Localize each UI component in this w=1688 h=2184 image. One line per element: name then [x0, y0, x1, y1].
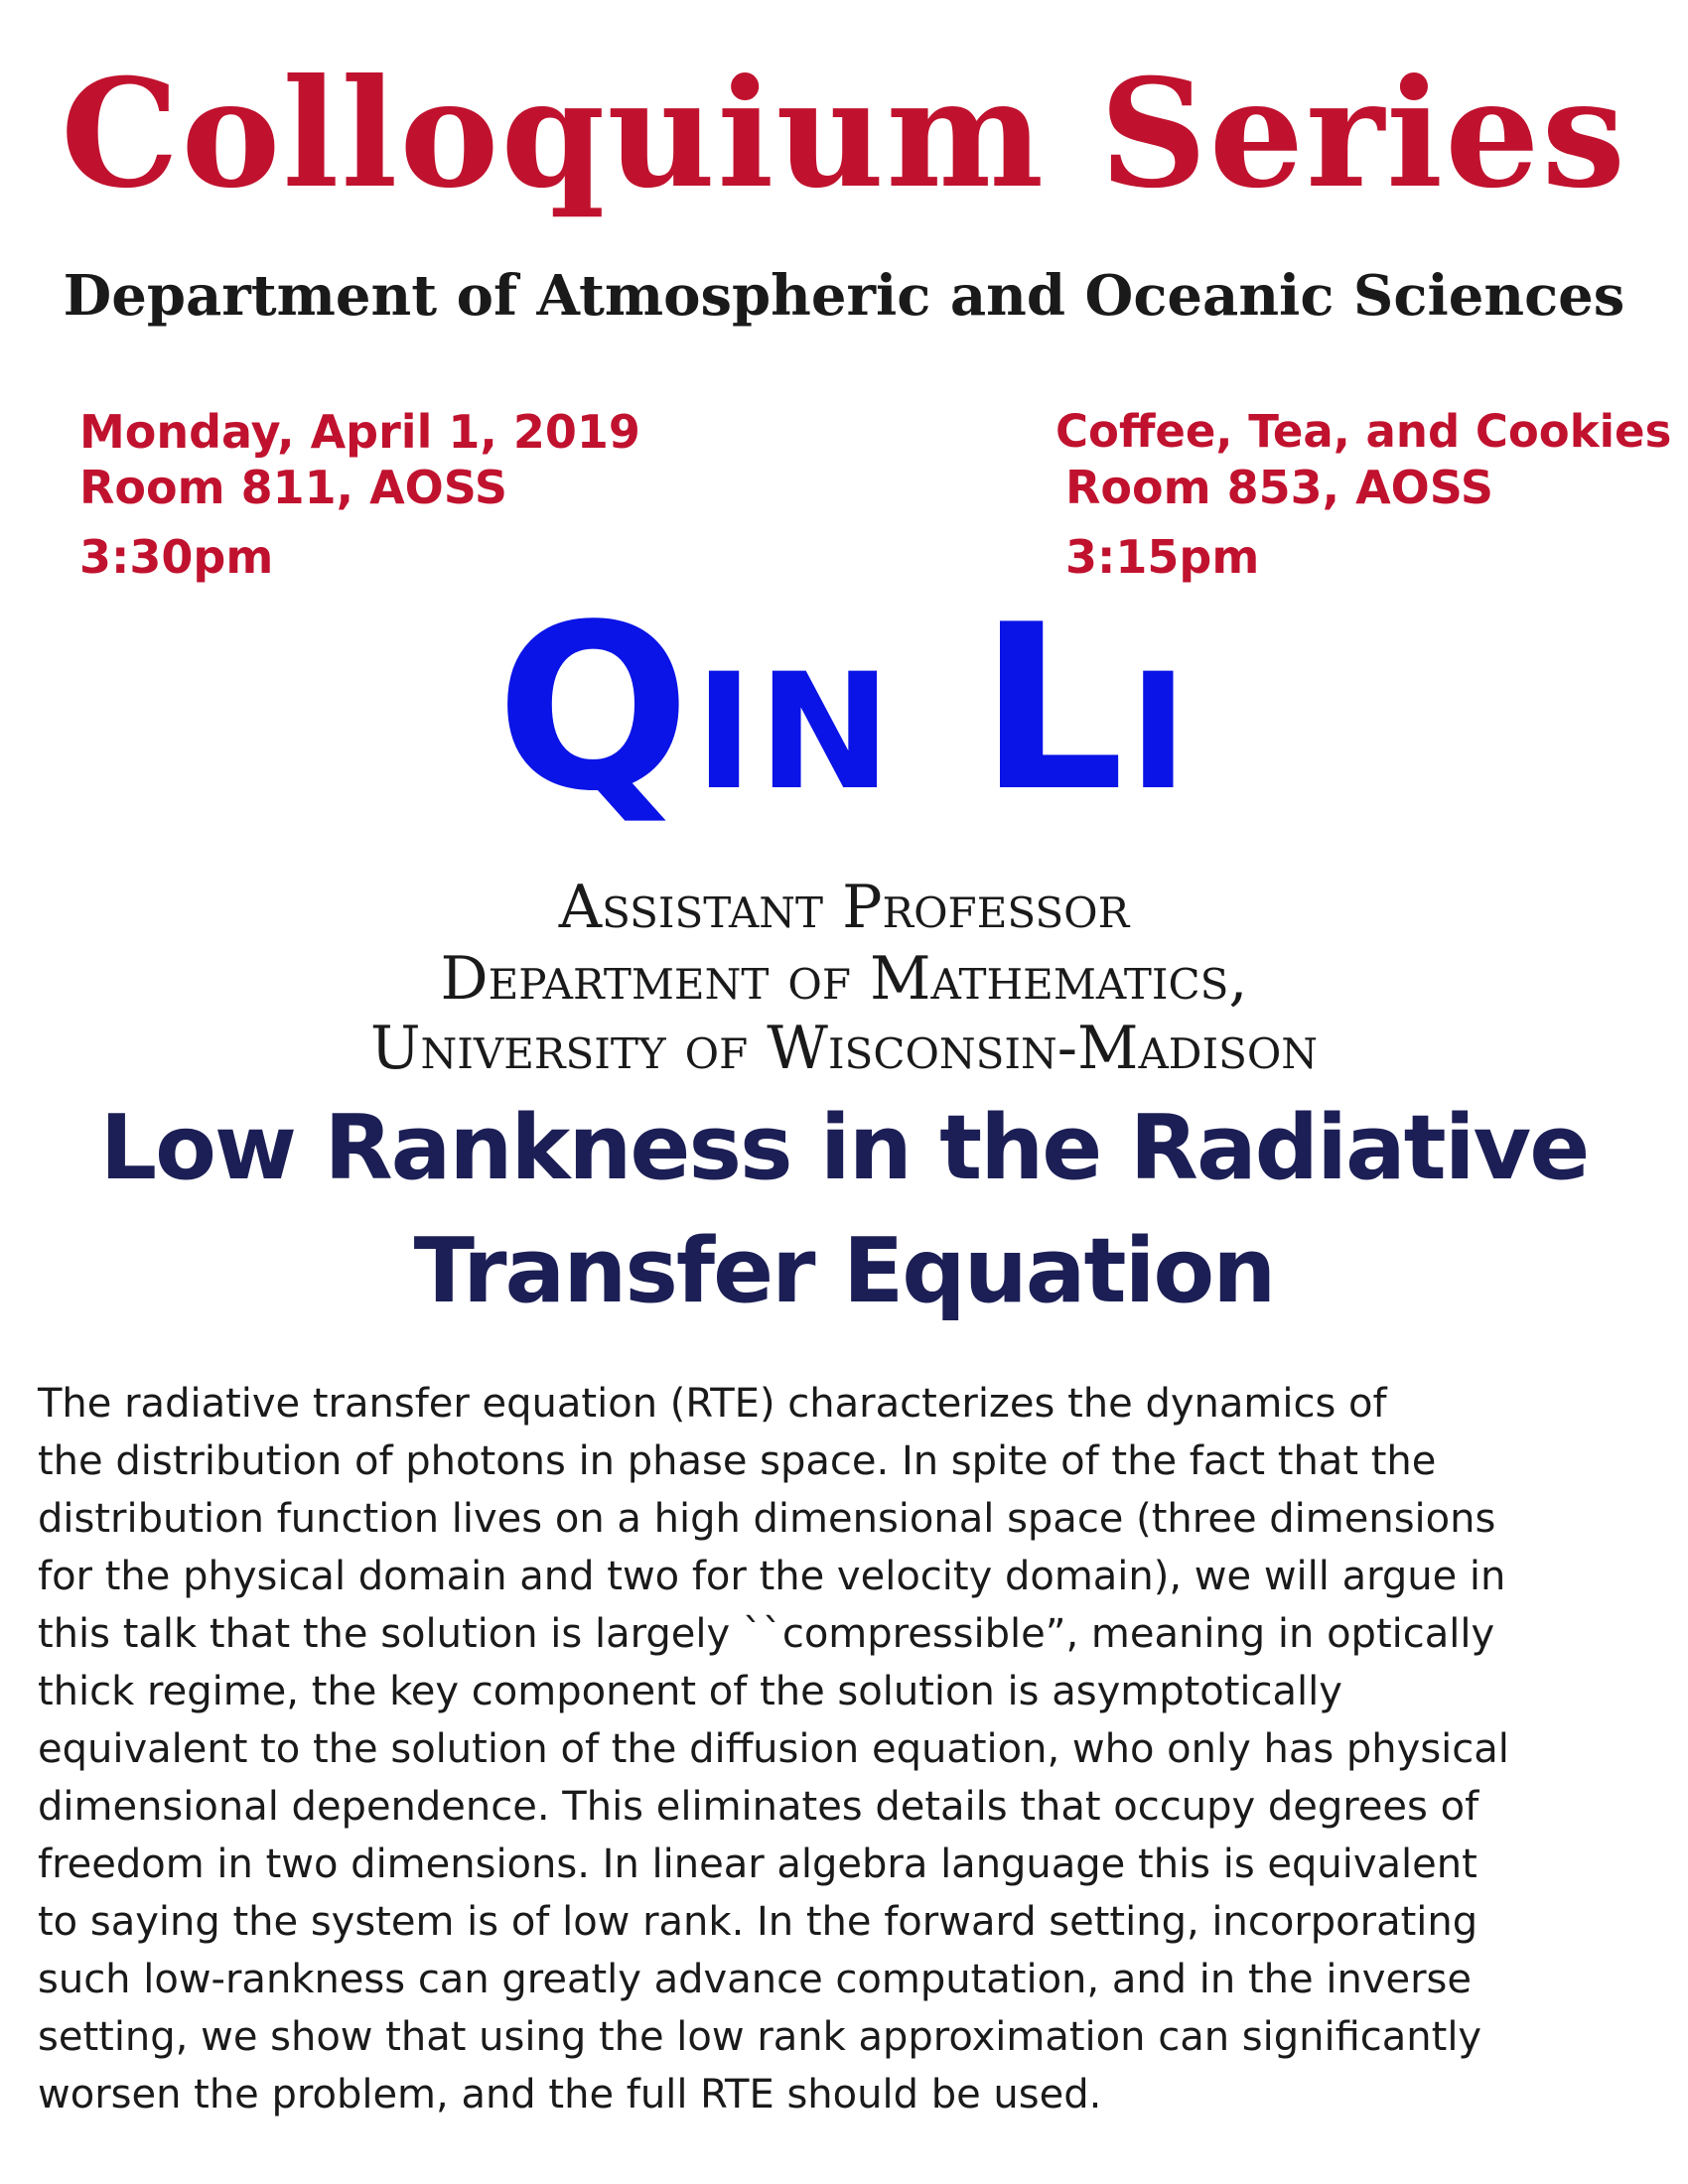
- talk-title-line-1: Low Rankness in the Radiative: [99, 1096, 1589, 1200]
- abstract-line: equivalent to the solution of the diffusion equation, who only has physical: [38, 1726, 1509, 1772]
- abstract-line: such low-rankness can greatly advance computation, and in the inverse: [38, 1957, 1472, 2002]
- host-department: Department of Atmospheric and Oceanic Sciences: [63, 263, 1625, 329]
- reception-time: 3:15pm: [1065, 530, 1260, 584]
- reception-title: Coffee, Tea, and Cookies: [1055, 405, 1672, 458]
- speaker-name: Qin Li: [495, 577, 1193, 842]
- abstract-line: The radiative transfer equation (RTE) characterizes the dynamics of: [38, 1381, 1387, 1427]
- abstract-line: thick regime, the key component of the solution is asymptotically: [38, 1669, 1342, 1714]
- abstract-line: freedom in two dimensions. In linear algebra language this is equivalent: [38, 1842, 1477, 1887]
- talk-title-line-2: Transfer Equation: [413, 1219, 1275, 1323]
- speaker-university: University of Wisconsin-Madison: [369, 1014, 1319, 1083]
- abstract-line: for the physical domain and two for the velocity domain), we will argue in: [38, 1554, 1506, 1599]
- event-room: Room 811, AOSS: [79, 461, 507, 514]
- speaker-position: Assistant Professor: [558, 873, 1130, 942]
- event-date: Monday, April 1, 2019: [79, 405, 640, 459]
- reception-room: Room 853, AOSS: [1065, 461, 1493, 514]
- abstract-line: dimensional dependence. This eliminates details that occupy degrees of: [38, 1784, 1479, 1830]
- abstract-line: this talk that the solution is largely ``compressible”, meaning in optically: [38, 1611, 1495, 1657]
- abstract-line: to saying the system is of low rank. In the forward setting, incorporating: [38, 1899, 1478, 1945]
- speaker-department: Department of Mathematics,: [440, 944, 1248, 1014]
- event-time: 3:30pm: [79, 530, 274, 584]
- abstract: [38, 1375, 1666, 2123]
- abstract-line: the distribution of photons in phase space. In spite of the fact that the: [38, 1438, 1437, 1484]
- abstract-line: worsen the problem, and the full RTE should be used.: [38, 2072, 1102, 2117]
- abstract-line: distribution function lives on a high dimensional space (three dimensions: [38, 1496, 1496, 1542]
- abstract-line: setting, we show that using the low rank approximation can significantly: [38, 2014, 1482, 2060]
- series-title: Colloquium Series: [60, 47, 1628, 221]
